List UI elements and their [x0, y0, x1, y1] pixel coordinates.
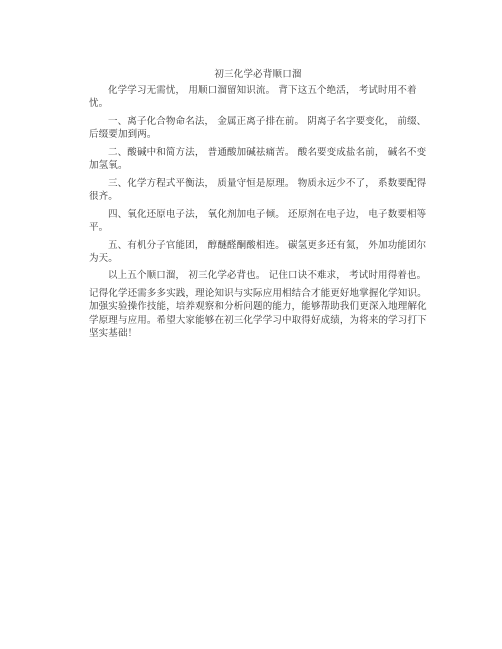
paragraph-equation-balance: 三、化学方程式平衡法， 质量守恒是原理。 物质永远少不了， 系数要配得很齐。 [89, 177, 427, 202]
document-title: 初三化学必背顺口溜 [214, 69, 302, 80]
document-body [89, 68, 427, 344]
paragraph-summary: 以上五个顺口溜， 初三化学必背也。 记住口诀不难求， 考试时用得着也。 [108, 270, 427, 282]
paragraph-acid-base: 二、酸碱中和简方法， 普通酸加碱祛痛苦。 酸名要变成盐名前， 碱名不变加氢氧。 [89, 146, 427, 172]
paragraph-closing: 记得化学还需多多实践，理论知识与实际应用相结合才能更好地掌握化学知识。加强实验操作技能，培养观察和分析问题的能力，能够帮助我们更深入地理解化学原理与应用。希望大家能够在初三化学学习中取得好成绩，为将来的学习打下坚实基础！ [89, 288, 427, 339]
paragraph-organic: 五、有机分子官能团， 醇醚醛酮酸相连。 碳氢更多还有氮， 外加功能团尔为天。 [89, 239, 427, 264]
paragraph-intro: 化学学习无需忧， 用顺口溜留知识流。 背下这五个绝活， 考试时用不着忧。 [89, 85, 417, 110]
paragraph-redox: 四、氧化还原电子法， 氧化剂加电子倾。 还原剂在电子边， 电子数要相等平。 [89, 208, 427, 233]
paragraph-ionic-naming: 一、离子化合物命名法， 金属正离子排在前。 阴离子名字要变化， 前缀、后缀要加到两。 [89, 115, 427, 141]
